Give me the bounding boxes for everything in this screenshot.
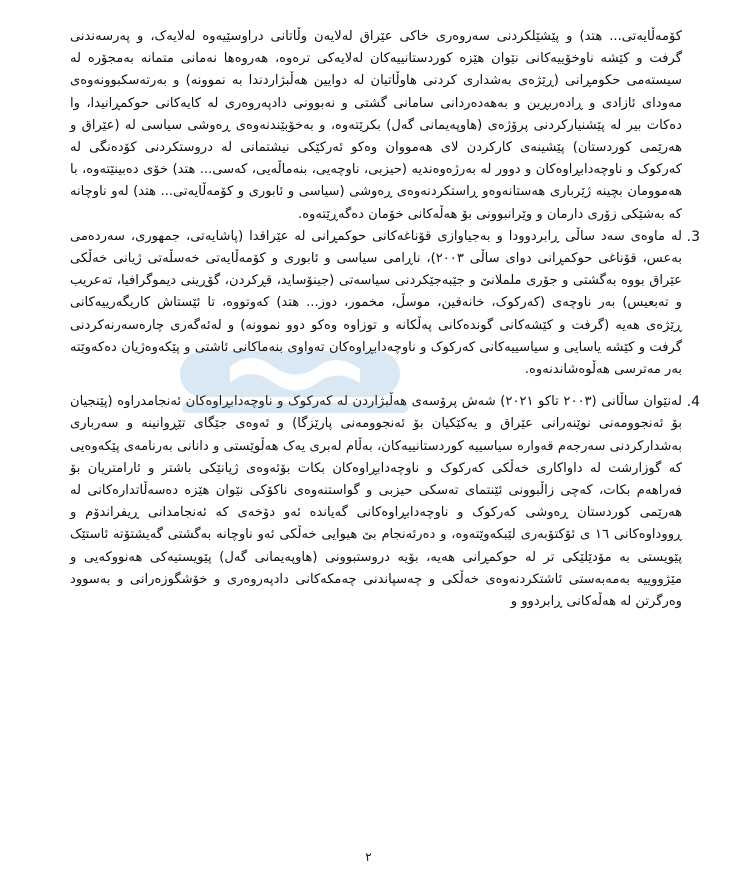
list-item bbox=[70, 226, 700, 381]
item-text: لەنێوان ساڵانی (٢٠٠٣ تاکو ٢٠٢١) شەش پرۆسەی هەڵبژاردن لە کەرکوک و ناوچەدابڕاوەکان ئەنجامدراوە (پێنجیان بۆ ئەنجوومەنی نوێنەرانی عێراق و یەکێکیان بۆ ئەنجوومەنی پارێزگا) و ئەوەی جێگای تێڕوانینە و سەرباری بەشدارکردنی سەرجەم قەوارە سیاسییە کوردستانییەکان، بەڵام لەبری یەک هەڵوێستی و دانانی بەرنامەی پێکەوەیی کە گوزارشت لە داواکاری خەڵکی کەرکوک و ناوچەدابڕاوەکان بکات بۆئەوەی ژیانێکی باشتر و ئارامتریان بۆ فەراهەم بکات، کەچی زاڵبوونی ئێنتمای تەسکی حیزبی و گواستنەوەی ناکۆکی نێوان هێزە دەسەڵاتدارەکانی لە هەرێمی کوردستان ڕەوشی کەرکوک و ناوچەدابڕاوەکانی گەیاندە ئەو دۆخەی کە ئەنجامدانی ڕیفراندۆم و ڕووداوەکانی ١٦ ی ئۆکتۆبەری لێبکەوێتەوە، و دەرئەنجام بێ هیوایی خەڵکی ئەو ناوچانە بەگشتی گەیشتۆتە ئاستێک پێویستی بە مۆدێلێکی تر لە حوکمڕانی هەیە، بۆیە دروستبوونی (هاوپەیمانی گەل) پێویستیەکی هەنووکەیی و مێژووییە بەمەبەستی ئاشتکردنەوەی خەڵکی و چەسپاندنی چەمکەکانی دادپەروەری و خۆشگوزەرانی و بەسوود وەرگرتن لە هەڵەکانی ڕابردوو و bbox=[70, 394, 683, 610]
item-text: لە ماوەی سەد ساڵی ڕابردوودا و بەجیاوازی قۆناغەکانی حوکمڕانی لە عێراقدا (پاشایەتی، جمهوری، سەردەمی بەعس، قۆناغی حوکمڕانی دوای ساڵی ٢٠٠٣)، ناڕامی سیاسی و ئابوری و کۆمەڵایەتی خەسڵەتی ژیانی خەڵکی عێراق بووە بەگشتی و جۆری ململانێ و جێبەجێکردنی سیاسەتی (جینۆساید، قڕکردن، گۆڕینی دیموگرافیا، تەعریب و تەبعیس) بەر ناوچەی (کەرکوک، خانەقین، موسڵ، مخمور، دوز... هتد) کەوتووە، تا ئێستاش کاریگەرییەکانی ڕێژەی هەیە (گرفت و کێشەکانی گوندەکانی پەڵکانە و توزاوە وەکو دوو نموونە) و لەئەگەری چارەسەرنەکردنی گرفت و کێشە یاسایی و سیاسییەکانی کەرکوک و ناوچەدابڕاوەکان تەواوی بنەماکانی ئاشتی و پێکەوەژیان دەکەوێتە بەر مەترسی هەڵوەشاندنەوە. bbox=[70, 228, 682, 378]
document-page bbox=[70, 26, 700, 613]
item-number: .3 bbox=[686, 228, 700, 245]
intro-paragraph: کۆمەڵایەتی... هتد) و پێشێلکردنی سەروەری خاکی عێراق لەلایەن وڵاتانی دراوسێیەوە لەلایەک، و پەرسەندنی گرفت و کێشە ناوخۆییەکانی نێوان هێزە کوردستانییەکان لەلایەکی ترەوە، هەروەها نەمانی متمانە بەمجۆرە لە سیستەمی حکومڕانی (ڕێژەی بەشداری کردنی هاوڵاتیان لە دوایین هەڵبژاردندا بە نموونە) و بەرتەسکبوونەوەی مەودای ئازادی و ڕادەربڕین و بەهەدەردانی سامانی گشتی و نەبوونی دادپەروەری لە کایەکانی حوکمڕانیدا، وا دەکات بیر لە پێشنیارکردنی پرۆژەی (هاوپەیمانی گەل) بکرێتەوە، و بەخۆبێندنەوەی ڕەوشی سیاسی لە (عێراق و هەرێمی کوردستان) پێشینەی کارکردن لای هەمووان وەکو ئەرکێکی نیشتمانی لە دروستکردنی کۆدەنگی لە کەرکوک و ناوچەدابڕاوەکان و دوور لە بەرژەوەندیە (حیزبی، ناوچەیی، بنەماڵەیی، کەسی... هتد) خۆی دەبینێتەوە، با هەموومان بچینە ژێرباری هەستانەوەو ڕاستکردنەوەی ڕەوشی (سیاسی و ئابوری و کۆمەڵایەتی... هتد) لەو ناوچانە کە بەشێکی زۆری دارمان و وێرانبوونی بۆ هەڵەکانی خۆمان دەگەڕێتەوە. bbox=[70, 29, 682, 222]
list-item bbox=[70, 391, 700, 613]
item-number: .4 bbox=[686, 394, 700, 411]
page-number: ٢ bbox=[365, 850, 372, 864]
